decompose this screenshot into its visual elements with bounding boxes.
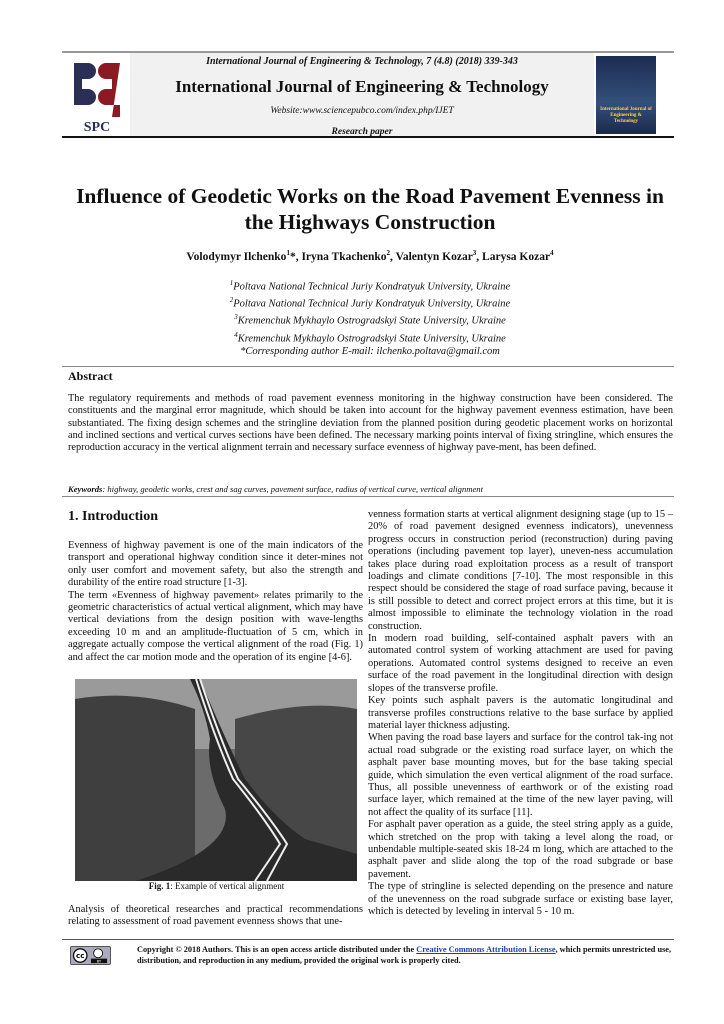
- abstract-text: The regulatory requirements and methods of road pavement evenness monitoring in the highway construction have been considered. The constituents and the marginal error magnitude, which should be taken into account for the highway pavement evenness estimation, have been substantiated. The fixing design schemes and the stringline deviation from the planned position during geodetic placement works on horizontal and inclined sections and vertical curves sections have been defined. The necessary marking points interval of fixing stringline, which ensures the reproduction accuracy in the vertical alignment terrain and necessary surface evenness of highway pave-ment, has been defined.: [68, 393, 673, 454]
- figure-caption: Fig. 1: Example of vertical alignment: [148, 881, 285, 891]
- left-column-text: Evenness of highway pavement is one of the main indicators of the transport and operational highway condition since it deter-mines not only user comfort and movement safety, but also the strength and durability of the entire road structure [1-3]. The term «Evenness of highway pavement» relates primarily to the geometric characteristics of actual vertical alignment, which may have vertical deviations from the design position with wave-lengths exceeding 10 m and an amplitude-fluctuation of 5 cm, which in aggregate actually compose the vertical alignment of the road (Fig. 1) and affect the car motion mode and the operation of its engine [4-6].: [68, 540, 363, 663]
- cc-by-license-icon[interactable]: [70, 946, 111, 965]
- copyright-notice: Copyright © 2018 Authors. This is an open access article distributed under the Creative Commons Attribution License, which permits unrestricted use, distribution, and reproduction in any medium, provided the original work is properly cited.: [137, 945, 672, 965]
- journal-name: International Journal of Engineering & Technology: [175, 77, 549, 96]
- paper-title: Influence of Geodetic Works on the Road Pavement Evenness in the Highways Construction: [76, 184, 664, 234]
- svg-text:SPC: SPC: [83, 120, 111, 135]
- journal-citation: International Journal of Engineering & Technology, 7 (4.8) (2018) 339-343: [206, 56, 518, 67]
- paper-type: Research paper: [331, 127, 393, 137]
- keywords: Keywords: highway, geodetic works, crest and sag curves, pavement surface, radius of vertical curve, vertical alignment: [68, 484, 483, 494]
- footer-divider: [62, 939, 674, 940]
- divider: [62, 496, 674, 497]
- affiliations: $^1$Poltava National Technical Juriy Kondratyuk University, Ukraine $^2$Poltava National Technical Juriy Kondratyuk University, Ukraine $^3$Kremenchuk Mykhaylo Ostrogradskyi State University, Ukraine $^4$Kremenchuk Mykhaylo Ostrogradskyi State University, Ukraine *Corresponding author E-mail: ilchenko.poltava@gmail.com: [60, 277, 680, 359]
- journal-website[interactable]: Website:www.sciencepubco.com/index.php/IJET: [270, 106, 454, 116]
- author-list: Volodymyr Ilchenko$^1$*, Iryna Tkachenko$^2$, Valentyn Kozar$^3$, Larysa Kozar$^4$: [186, 249, 554, 263]
- right-column-text: venness formation starts at vertical alignment designing stage (up to 15 – 20% of road pavement designed evenness indicators), unevenness progress occurs in construction period (reconstruction) during paving operations (including pavement top layer), uneven-ness accumulation takes place during road exploitation process as a result of transport loadings and climate conditions [7-10]. The most responsible in this respect should be considered the stage of road surface paving, because it is still possible to detect and correct project errors at this time, but it is almost impossible to eliminate the technology violation in the road construction. In modern road building, self-contained asphalt pavers with an automated control system of working attachment are used for paving operations. Automated control systems designed to receive an even surface of the road pavement in the longitudinal direction with design slopes of the transverse profile. Key points such asphalt pavers is the automatic longitudinal and transverse profiles constructions relative to the base surface by applied material layer thickness adjusting. When paving the road base layers and surface for the control tak-ing not actual road subgrade or the existing road surface layer, on which the asphalt paver base mounting moves, but for the base taking special guide, which simulation the even vertical alignment of the road surface. Thus, all possible unevenness of earthwork or of the existing road surface layer, which remained at the time of the new layer paving, will not affect the quality of its surface [11]. For asphalt paver operation as a guide, the steel string apply as a guide, which stretched on the prop with taking a level along the road, or unbendable multiple-seated skis 18-24 m long, which are attached to the asphalt paver and slide along the top of the road subgrade or base pavement. The type of stringline is selected depending on the presence and nature of the unevenness on the road subgrade surface or existing base layer, which is detected by leveling in interval 5 - 10 m.: [368, 509, 673, 917]
- figure-road-image: [75, 679, 357, 881]
- section-heading: 1. Introduction: [68, 509, 158, 524]
- license-link[interactable]: Creative Commons Attribution License: [416, 945, 556, 954]
- journal-cover-image: International Journal of Engineering & Technology: [596, 56, 656, 134]
- abstract-heading: Abstract: [68, 369, 113, 383]
- svg-text:cc: cc: [75, 951, 85, 961]
- corresponding-author: *Corresponding author E-mail: ilchenko.poltava@gmail.com: [240, 345, 500, 357]
- svg-text:BY: BY: [96, 959, 102, 964]
- journal-header: [62, 51, 674, 138]
- left-column-continued: Analysis of theoretical researches and practical recommendations relating to assessment of road pavement evenness shows that une-: [68, 904, 363, 928]
- spc-logo: [66, 57, 128, 135]
- divider: [62, 366, 674, 367]
